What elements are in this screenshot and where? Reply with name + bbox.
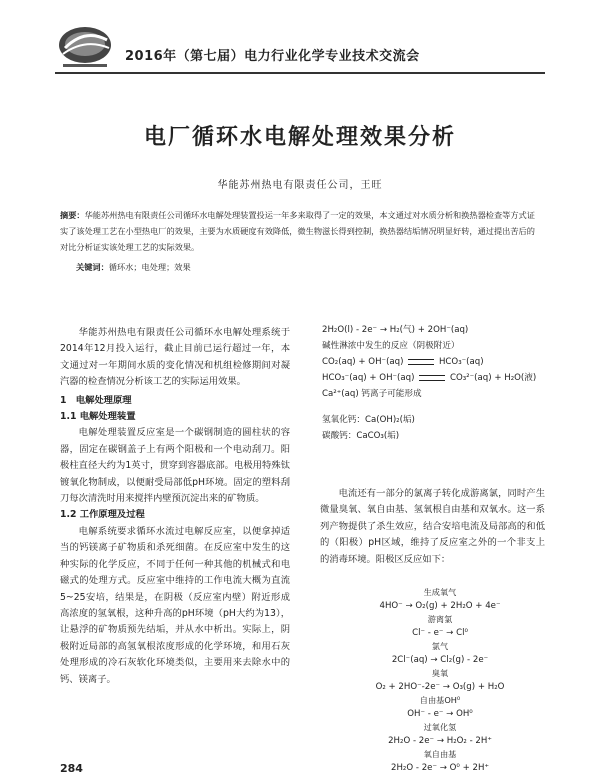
reaction-label: 生成氧气 bbox=[423, 587, 457, 597]
reaction-label: 氯气 bbox=[431, 641, 449, 651]
reaction-label: 过氧化氢 bbox=[423, 722, 457, 732]
equilibrium-arrow-icon bbox=[419, 375, 445, 381]
reaction-equation: 4HO⁻ → O₂(g) + 2H₂O + 4e⁻ bbox=[379, 600, 501, 611]
abstract-label: 摘要： bbox=[60, 210, 85, 220]
reaction-equation: O₂ + 2HO⁻-2e⁻ → O₃(g) + H₂O bbox=[375, 681, 505, 692]
abstract-text: 华能苏州热电有限责任公司循环水电解处理装置投运一年多来取得了一定的效果，本文通过对水质分析和换热器检查等方式证实了该处理工艺在小型热电厂的效果，主要为水质硬度有效降低，微生物滋长得到控制，换热器结垢情况明显好转，通过提出苦后的对比分析证实该处理工艺的实际效果。 bbox=[60, 210, 535, 252]
equation-3-left: HCO₃⁻(aq) + OH⁻(aq) bbox=[322, 373, 415, 383]
right-paragraph: 电流还有一部分的氯离子转化成游离氯，同时产生微量臭氧、氧自由基、氢氧根自由基和双氧水。这一系列产物提供了杀生效应，结合安培电流及局部高的和低的（阳极）pH区域，维持了反应室之外的一个非支上的消毒环境。阳极区反应如下： bbox=[320, 488, 545, 565]
paper-title: 电厂循环水电解处理效果分析 bbox=[143, 125, 456, 150]
reaction-label: 自由基OH⁰ bbox=[419, 695, 461, 705]
abstract bbox=[60, 207, 542, 255]
paragraph-1-1: 电解处理装置反应室是一个碳钢制造的圆柱状的容器，固定在碳钢盖子上有两个阳极和一个电动刮刀。阳极柱直径大约为1英寸，贯穿到容器底部。电极用特殊钛镀氧化物制成，以便耐受局部低pH环境。固定的塑料刮刀每次清洗时用来搅拌内壁预沉淀出来的矿物质。 bbox=[60, 427, 290, 505]
reaction-equation: 2H₂O - 2e⁻ → H₂O₂ - 2H⁺ bbox=[388, 735, 492, 746]
equation-3 bbox=[322, 371, 552, 387]
reaction-equation: Cl⁻ - e⁻ → Cl⁰ bbox=[412, 627, 468, 638]
reaction-label: 氧自由基 bbox=[423, 749, 457, 759]
anode-reactions bbox=[350, 586, 530, 775]
section-heading-1: 1 电解处理原理 bbox=[60, 394, 132, 406]
equation-3-right: CO₃²⁻(aq) + H₂O(液) bbox=[449, 373, 537, 383]
reaction-label: 游离氯 bbox=[427, 614, 453, 624]
equation-1: 2H₂O(l) - 2e⁻ → H₂(气) + 2OH⁻(aq) bbox=[322, 325, 469, 335]
reaction-equation: 2H₂O - 2e⁻ → O⁰ + 2H⁺ bbox=[391, 762, 489, 773]
equation-2 bbox=[322, 355, 552, 371]
cathode-equations bbox=[322, 323, 552, 445]
equation-2-left: CO₂(aq) + OH⁻(aq) bbox=[322, 357, 404, 367]
keywords-text: 循环水；电处理；效果 bbox=[108, 262, 191, 272]
section-heading-1-1: 1.1 电解处理装置 bbox=[60, 411, 136, 423]
equation-4: Ca²⁺(aq) 钙离子可能形成 bbox=[322, 389, 422, 399]
header-divider bbox=[55, 72, 545, 74]
keywords-label: 关键词： bbox=[76, 262, 109, 272]
conference-logo bbox=[55, 20, 115, 70]
left-column bbox=[60, 325, 290, 688]
reaction-label: 臭氧 bbox=[431, 668, 449, 678]
keywords bbox=[76, 262, 191, 273]
equation-2-right: HCO₃⁻(aq) bbox=[438, 357, 484, 367]
section-heading-1-2: 1.2 工作原理及过程 bbox=[60, 509, 145, 521]
conference-title: 2016年（第七届）电力行业化学专业技术交流会 bbox=[125, 49, 420, 64]
reaction-equation: OH⁻ - e⁻ → OH⁰ bbox=[407, 708, 473, 719]
equilibrium-arrow-icon bbox=[408, 359, 434, 365]
paper-author: 华能苏州热电有限责任公司，王旺 bbox=[217, 180, 383, 191]
page-number: 284 bbox=[60, 762, 83, 775]
intro-paragraph: 华能苏州热电有限责任公司循环水电解处理系统于2014年12月投入运行，截止目前已运行超过一年，本文通过对一年期间水质的变化情况和机组检修期间对凝汽器的检查情况分析该工艺的实际运用效果。 bbox=[60, 327, 290, 388]
paragraph-1-2: 电解系统要求循环水流过电解反应室，以便拿掉适当的钙镁离子矿物质和杀死细菌。在反应室中发生的这种实际的化学反应，不同于任何一种其他的机械式和电磁式的处理方式。反应室中维持的工作电流大概为直流5~25安培，结果是，在阴极（反应室内壁）附近形成高浓度的氢氧根，这种升高的pH环境（pH大约为13），让悬浮的矿物质预先结垢，并从水中析出。实际上，阴极附近局部的高氢氧根浓度形成的化学环境，和用石灰处理形成的冷石灰软化环境类似，主要用来去除水中的钙、镁离子。 bbox=[60, 525, 290, 685]
right-paragraph-block bbox=[320, 486, 545, 568]
product-1: 氢氧化钙：Ca(OH)₂(垢) bbox=[322, 415, 415, 425]
product-2: 碳酸钙：CaCO₃(垢) bbox=[322, 431, 400, 441]
reaction-equation: 2Cl⁻(aq) → Cl₂(g) - 2e⁻ bbox=[391, 654, 489, 665]
equation-1-note: 碱性淋浓中发生的反应（阴极附近） bbox=[322, 341, 460, 351]
